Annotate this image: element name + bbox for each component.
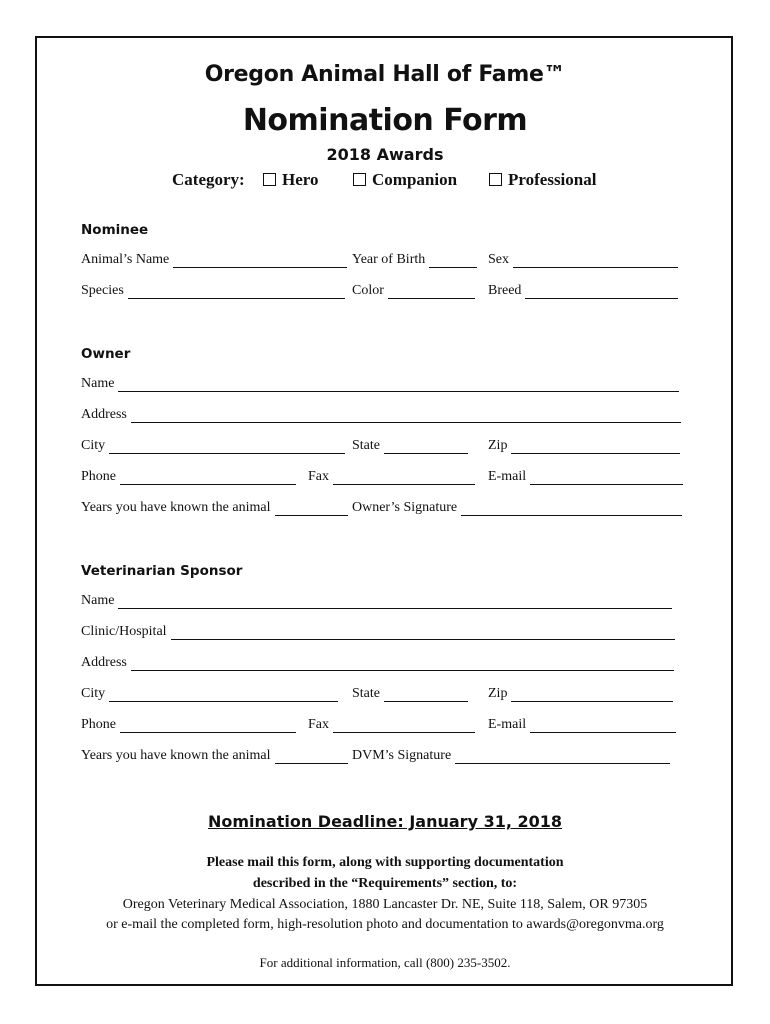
owner-row-address [0, 407, 770, 427]
vet-zip-field[interactable] [488, 686, 673, 702]
vet-years-field[interactable] [81, 748, 348, 764]
vet-row-name [0, 593, 770, 613]
owner-name-line[interactable] [118, 377, 679, 392]
vet-heading: Veterinarian Sponsor [81, 563, 243, 579]
vet-name-label: Name [81, 593, 115, 608]
owner-fax-label: Fax [308, 469, 329, 484]
owner-city-field[interactable] [81, 438, 345, 454]
sex-field[interactable] [488, 252, 678, 268]
category-companion-label: Companion [372, 170, 458, 189]
mailing-address: Oregon Veterinary Medical Association, 1880 Lancaster Dr. NE, Suite 118, Salem, OR 97305 [122, 897, 648, 912]
owner-fax-field[interactable] [308, 469, 475, 485]
owner-email-label: E-mail [488, 469, 527, 484]
org-title: Oregon Animal Hall of Fame™ [204, 62, 566, 87]
nomination-deadline [0, 812, 770, 831]
owner-signature-field[interactable] [352, 500, 682, 516]
checkbox-companion[interactable] [353, 173, 366, 186]
vet-state-field[interactable] [352, 686, 468, 702]
year-of-birth-field[interactable] [352, 252, 477, 268]
year-of-birth-line[interactable] [429, 253, 477, 268]
vet-signature-label: DVM’s Signature [352, 748, 452, 763]
vet-clinic-field[interactable] [81, 624, 675, 640]
vet-signature-line[interactable] [455, 749, 670, 764]
owner-signature-label: Owner’s Signature [352, 500, 458, 515]
vet-signature-field[interactable] [352, 748, 670, 764]
owner-years-field[interactable] [81, 500, 348, 516]
vet-row-address [0, 655, 770, 675]
vet-fax-field[interactable] [308, 717, 475, 733]
owner-address-label: Address [81, 407, 127, 422]
vet-city-line[interactable] [109, 687, 338, 702]
owner-fax-line[interactable] [333, 470, 475, 485]
owner-address-field[interactable] [81, 407, 681, 423]
breed-label: Breed [488, 283, 522, 298]
nominee-row-2 [0, 283, 770, 303]
color-field[interactable] [352, 283, 475, 299]
sex-label: Sex [488, 252, 509, 267]
sex-line[interactable] [513, 253, 678, 268]
vet-city-label: City [81, 686, 106, 701]
owner-phone-label: Phone [81, 469, 116, 484]
owner-years-label: Years you have known the animal [81, 500, 271, 515]
additional-info: For additional information, call (800) 235-3502. [259, 955, 511, 970]
owner-row-years [0, 500, 770, 520]
owner-row-phone [0, 469, 770, 489]
year-of-birth-label: Year of Birth [352, 252, 426, 267]
owner-state-field[interactable] [352, 438, 468, 454]
animal-name-field[interactable] [81, 252, 347, 268]
owner-years-line[interactable] [275, 501, 349, 516]
checkbox-hero[interactable] [263, 173, 276, 186]
category-label: Category: [172, 170, 245, 189]
vet-row-city [0, 686, 770, 706]
email-instructions: or e-mail the completed form, high-resolution photo and documentation to awards@oregonvma.org [106, 917, 664, 932]
category-professional-option[interactable] [489, 170, 596, 190]
vet-clinic-line[interactable] [171, 625, 675, 640]
vet-years-line[interactable] [275, 749, 349, 764]
vet-phone-label: Phone [81, 717, 116, 732]
owner-state-line[interactable] [384, 439, 468, 454]
vet-zip-line[interactable] [511, 687, 673, 702]
vet-state-line[interactable] [384, 687, 468, 702]
vet-phone-line[interactable] [120, 718, 296, 733]
category-companion-option[interactable] [353, 170, 457, 190]
breed-field[interactable] [488, 283, 678, 299]
owner-name-field[interactable] [81, 376, 679, 392]
vet-fax-line[interactable] [333, 718, 475, 733]
vet-phone-field[interactable] [81, 717, 296, 733]
owner-address-line[interactable] [131, 408, 681, 423]
mail-instructions-line-1: Please mail this form, along with supporting documentation [206, 855, 564, 870]
nominee-heading: Nominee [81, 222, 149, 238]
awards-year: 2018 Awards [326, 145, 444, 164]
breed-line[interactable] [525, 284, 678, 299]
color-line[interactable] [388, 284, 475, 299]
owner-zip-field[interactable] [488, 438, 680, 454]
owner-signature-line[interactable] [461, 501, 682, 516]
color-label: Color [352, 283, 384, 298]
vet-fax-label: Fax [308, 717, 329, 732]
checkbox-professional[interactable] [489, 173, 502, 186]
vet-row-clinic [0, 624, 770, 644]
vet-clinic-label: Clinic/Hospital [81, 624, 167, 639]
owner-email-field[interactable] [488, 469, 683, 485]
vet-city-field[interactable] [81, 686, 338, 702]
owner-phone-field[interactable] [81, 469, 296, 485]
vet-name-field[interactable] [81, 593, 672, 609]
owner-email-line[interactable] [530, 470, 683, 485]
animal-name-label: Animal’s Name [81, 252, 170, 267]
nominee-row-1 [0, 252, 770, 272]
vet-address-field[interactable] [81, 655, 674, 671]
owner-zip-label: Zip [488, 438, 508, 453]
deadline-text: Nomination Deadline: January 31, 2018 [207, 812, 563, 831]
owner-state-label: State [352, 438, 380, 453]
vet-state-label: State [352, 686, 380, 701]
vet-row-years [0, 748, 770, 768]
owner-zip-line[interactable] [511, 439, 680, 454]
vet-email-field[interactable] [488, 717, 676, 733]
category-professional-label: Professional [508, 170, 597, 189]
owner-phone-line[interactable] [120, 470, 296, 485]
mail-instructions-line-2: described in the “Requirements” section, to: [252, 876, 518, 891]
vet-address-label: Address [81, 655, 127, 670]
category-hero-label: Hero [282, 170, 319, 189]
species-line[interactable] [128, 284, 345, 299]
owner-heading: Owner [81, 346, 131, 362]
owner-row-city [0, 438, 770, 458]
owner-name-label: Name [81, 376, 115, 391]
animal-name-line[interactable] [173, 253, 347, 268]
species-field[interactable] [81, 283, 345, 299]
species-label: Species [81, 283, 124, 298]
vet-years-label: Years you have known the animal [81, 748, 271, 763]
vet-address-line[interactable] [131, 656, 674, 671]
vet-zip-label: Zip [488, 686, 508, 701]
vet-email-line[interactable] [530, 718, 676, 733]
category-hero-option[interactable] [263, 170, 319, 190]
owner-city-label: City [81, 438, 106, 453]
owner-city-line[interactable] [109, 439, 345, 454]
owner-row-name [0, 376, 770, 396]
vet-email-label: E-mail [488, 717, 527, 732]
vet-name-line[interactable] [118, 594, 672, 609]
form-title: Nomination Form [242, 103, 528, 138]
vet-row-phone [0, 717, 770, 737]
